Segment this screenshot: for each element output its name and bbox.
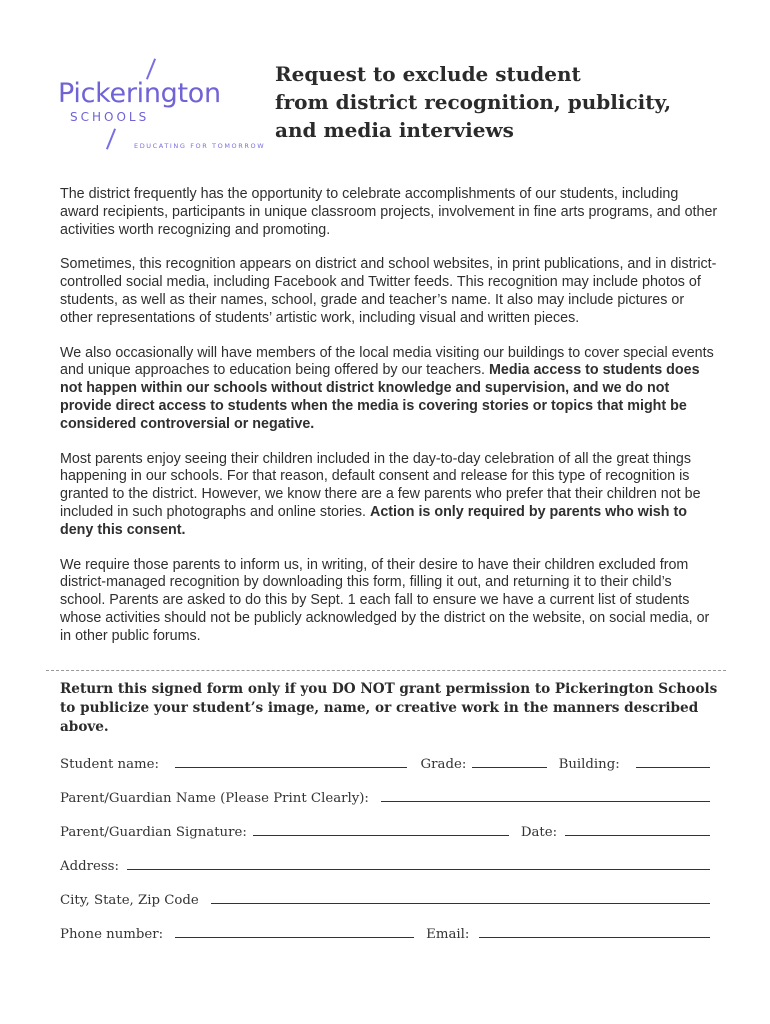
form-row-city — [60, 888, 710, 908]
city-state-zip-label: City, State, Zip Code — [60, 893, 199, 908]
body-text — [60, 186, 720, 663]
paragraph-4-text: Most parents enjoy seeing their children included in the day-to-day celebration of all the great things happening in our schools. For that reason, default consent and release for this type of recognition is granted to the district. However, we know there are a few parents who prefer that their children not be included in such photographs and online stories. — [60, 450, 701, 520]
building-field[interactable] — [636, 766, 710, 768]
address-label: Address: — [60, 859, 119, 874]
student-name-label: Student name: — [60, 757, 159, 772]
paragraph-5: We require those parents to inform us, in writing, of their desire to have their children excluded from district-managed recognition by downloading this form, filling it out, and returning it to their child’s school. Parents are asked to do this by Sept. 1 each fall to ensure we have a current list of students whose activities should not be publicly acknowledged by the district on the website, on social media, or in other public forums. — [60, 556, 710, 644]
paragraph-4-bold: Action is only required by parents who wish to deny this consent. — [60, 503, 687, 538]
grade-label: Grade: — [420, 757, 467, 772]
district-logo — [58, 58, 266, 153]
paragraph-4 — [60, 451, 720, 540]
email-label: Email: — [426, 927, 470, 942]
form-row-contact — [60, 922, 710, 942]
address-field[interactable] — [127, 868, 710, 870]
paragraph-3 — [60, 345, 720, 434]
grade-field[interactable] — [472, 766, 546, 768]
phone-label: Phone number: — [60, 927, 164, 942]
paragraph-1: The district frequently has the opportunity to celebrate accomplishments of our students, including award recipients, participants in unique classroom projects, involvement in fine arts programs, and other activities worth recognizing and promoting. — [60, 186, 718, 238]
form-row-address — [60, 854, 710, 874]
cut-line-divider — [46, 670, 726, 671]
logo-slash-bottom — [106, 128, 116, 149]
phone-field[interactable] — [175, 936, 414, 938]
paragraph-3-text: We also occasionally will have members of the local media visiting our buildings to cover special events and unique approaches to education being offered by our teachers. — [60, 344, 714, 379]
page-title — [275, 60, 671, 144]
email-field[interactable] — [479, 936, 710, 938]
title-line-3: and media interviews — [275, 118, 514, 142]
date-label: Date: — [520, 825, 558, 840]
logo-slash-top — [146, 58, 156, 79]
guardian-signature-field[interactable] — [253, 834, 509, 836]
paragraph-3-bold: Media access to students does not happen within our schools without district knowledge and supervision, and we do not provide direct access to students when the media is covering stories or topics that might be considered controversial or negative. — [60, 362, 700, 432]
return-notice: Return this signed form only if you DO NOT grant permission to Pickerington Schools to publicize your student’s image, name, or creative work in the manners described above. — [60, 681, 718, 735]
title-line-1: Request to exclude student — [275, 62, 581, 86]
student-name-field[interactable] — [175, 766, 407, 768]
date-field[interactable] — [565, 834, 710, 836]
logo-tagline: EDUCATING FOR TOMORROW — [134, 142, 266, 150]
city-state-zip-field[interactable] — [211, 902, 710, 904]
form-row-signature — [60, 820, 710, 840]
guardian-name-field[interactable] — [381, 800, 710, 802]
logo-wordmark: Pickerington — [58, 78, 221, 109]
building-label: Building: — [558, 757, 620, 772]
form-row-guardian-name — [60, 786, 710, 806]
title-line-2: from district recognition, publicity, — [275, 90, 672, 114]
paragraph-2: Sometimes, this recognition appears on district and school websites, in print publications, and in district-controlled social media, including Facebook and Twitter feeds. This recognition may include photos of students, as well as their names, school, grade and teacher’s name. It also may include pictures or other representations of students’ artistic work, including visual and written pieces. — [60, 256, 717, 326]
logo-schools: SCHOOLS — [70, 110, 150, 124]
guardian-name-label: Parent/Guardian Name (Please Print Clearly): — [60, 791, 369, 806]
form-row-student — [60, 752, 710, 772]
guardian-signature-label: Parent/Guardian Signature: — [60, 825, 247, 840]
